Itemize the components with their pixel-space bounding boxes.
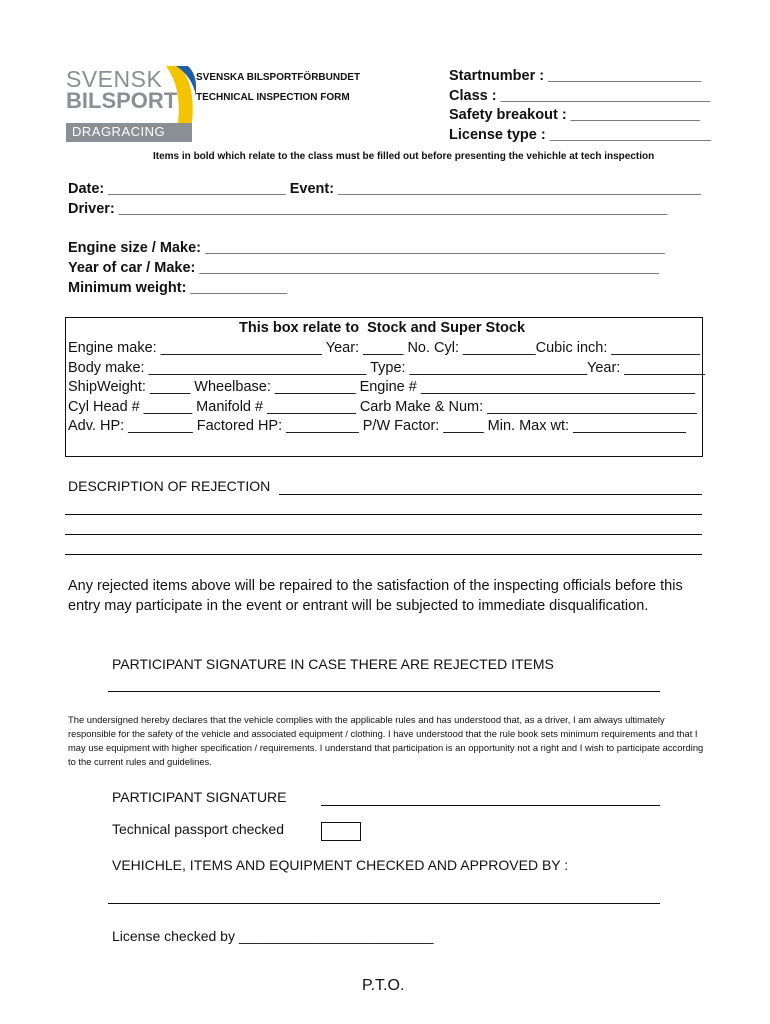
rejection-line-3[interactable] [65,534,702,535]
approved-by-label: VEHICHLE, ITEMS AND EQUIPMENT CHECKED AND APPROVED BY : [112,857,569,873]
rejected-signature-label: PARTICIPANT SIGNATURE IN CASE THERE ARE REJECTED ITEMS [112,656,554,672]
box-line-engine-make[interactable]: Engine make: ____________________ Year: _____ No. Cyl: _________Cubic inch: ___________ [68,340,701,356]
box-line-adv-hp[interactable]: Adv. HP: ________ Factored HP: _________ P/W Factor: _____ Min. Max wt: ______________ [68,418,686,434]
logo-text-bilsport: BILSPORT [66,88,178,113]
logo-text-dragracing: DRAGRACING [72,124,166,139]
declaration-text: The undersigned hereby declares that the vehicle complies with the applicable rules and has understood that, as a driver, I am always ultimately responsible for the safety of the vehicle and associated equipment / clothing. I have understood that the rule book sets minimum requirements and that I may use equipment with higher specification / requirements. I understand that participation is an opportunity not a right and I wish to participate according to the current rules and guidelines. [68,714,704,767]
box-line-shipweight[interactable]: ShipWeight: _____ Wheelbase: __________ Engine # __________________________________ [68,379,696,395]
safety-breakout-field[interactable]: Safety breakout : ________________ [449,107,700,123]
org-name: SVENSKA BILSPORTFÖRBUNDET [196,72,361,83]
license-checked-field[interactable]: License checked by _________________________ [112,928,434,944]
engine-size-field[interactable]: Engine size / Make: _________________________________________________________ [68,240,665,256]
box-line-body-make[interactable]: Body make: ___________________________ Type: ______________________Year: __________ [68,360,705,376]
participant-signature-line[interactable] [321,805,660,806]
startnumber-field[interactable]: Startnumber : ___________________ [449,68,702,84]
rejection-label: DESCRIPTION OF REJECTION [68,478,271,494]
year-of-car-field[interactable]: Year of car / Make: _________________________________________________________ [68,260,660,276]
rejection-paragraph: Any rejected items above will be repaired to the satisfaction of the inspecting officials before this entry may participate in the event or entrant will be subjected to immediate disqualification. [68,578,683,614]
participant-signature-label: PARTICIPANT SIGNATURE [112,789,287,805]
approved-by-line[interactable] [108,903,660,904]
rejected-signature-line[interactable] [108,691,660,692]
technical-passport-checkbox[interactable] [321,822,361,841]
rejection-line-4[interactable] [65,554,702,555]
minimum-weight-field[interactable]: Minimum weight: ____________ [68,280,288,296]
class-field[interactable]: Class : __________________________ [449,88,711,104]
form-title: TECHNICAL INSPECTION FORM [196,92,350,103]
logo-text-svensk: SVENSK [66,66,163,92]
technical-passport-label: Technical passport checked [112,821,284,837]
box-title: This box relate to Stock and Super Stock [239,320,526,336]
date-event-field[interactable]: Date: ______________________ Event: _____________________________________________ [68,181,701,197]
instruction-note: Items in bold which relate to the class must be filled out before presenting the vehichle at tech inspection [153,151,655,162]
license-type-field[interactable]: License type : ____________________ [449,127,712,143]
svensk-bilsport-logo [66,66,194,142]
pto-text: P.T.O. [362,977,405,994]
rejection-line-1[interactable] [279,494,702,495]
rejection-line-2[interactable] [65,514,702,515]
box-line-cyl-head[interactable]: Cyl Head # ______ Manifold # ___________ Carb Make & Num: __________________________ [68,399,697,415]
driver-field[interactable]: Driver: ____________________________________________________________________ [68,201,668,217]
